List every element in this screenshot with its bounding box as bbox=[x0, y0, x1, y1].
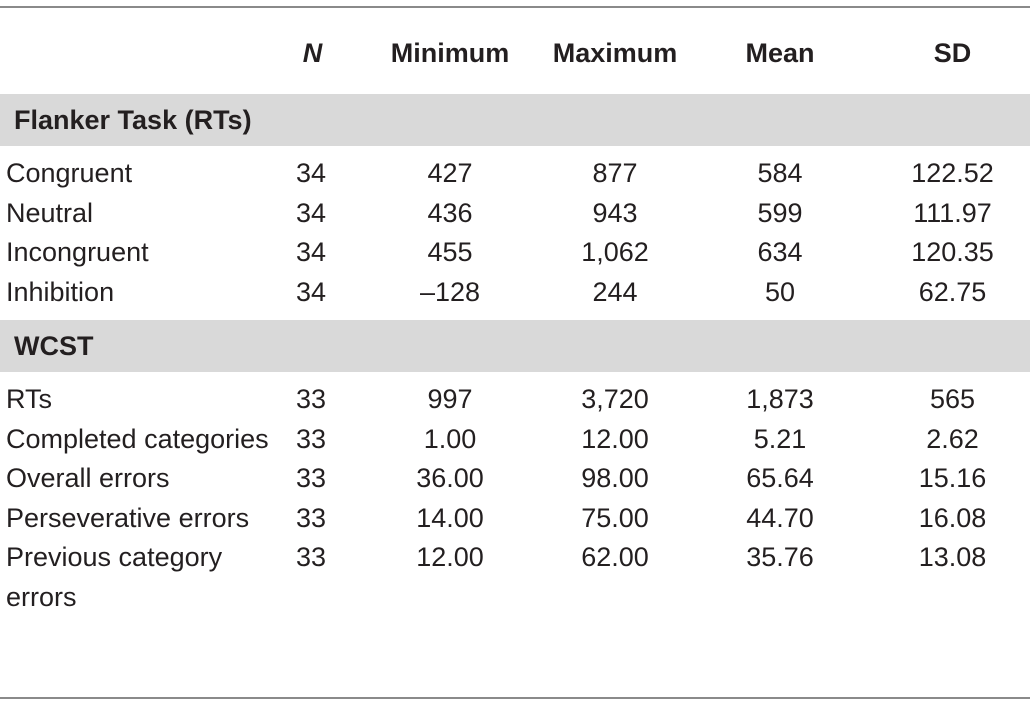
header-n: N bbox=[302, 38, 323, 69]
cell-sd: 565 bbox=[929, 384, 976, 414]
cell-sd: 15.16 bbox=[918, 463, 987, 493]
section-row-wcst bbox=[0, 320, 1030, 372]
cell-maximum: 943 bbox=[592, 197, 638, 228]
cell-sd: 2.62 bbox=[926, 423, 979, 454]
cell-n: 33 bbox=[296, 542, 327, 572]
row-label: Neutral bbox=[6, 197, 94, 228]
table-row bbox=[0, 538, 1030, 617]
descriptive-stats-table bbox=[0, 8, 1030, 617]
row-label: Congruent bbox=[6, 158, 133, 188]
section-title: WCST bbox=[0, 320, 1030, 372]
cell-minimum: 436 bbox=[427, 197, 473, 228]
cell-mean: 5.21 bbox=[753, 423, 807, 454]
cell-maximum: 1,062 bbox=[581, 237, 649, 267]
cell-minimum: 455 bbox=[427, 237, 473, 267]
header-maximum: Maximum bbox=[552, 38, 678, 69]
cell-sd: 16.08 bbox=[918, 502, 987, 533]
cell-mean: 65.64 bbox=[746, 463, 814, 493]
cell-n: 33 bbox=[296, 502, 327, 533]
row-label: RTs bbox=[6, 384, 53, 414]
table-row bbox=[0, 273, 1030, 313]
header-sd: SD bbox=[933, 38, 972, 69]
cell-mean: 1,873 bbox=[746, 384, 814, 414]
cell-maximum: 75.00 bbox=[581, 502, 649, 533]
cell-n: 33 bbox=[296, 384, 327, 414]
table-row bbox=[0, 459, 1030, 499]
table-row bbox=[0, 233, 1030, 273]
cell-n: 34 bbox=[296, 237, 327, 267]
table-body bbox=[0, 94, 1030, 617]
table-row bbox=[0, 420, 1030, 460]
cell-minimum: –128 bbox=[419, 276, 481, 307]
cell-n: 34 bbox=[296, 197, 327, 228]
table-row bbox=[0, 380, 1030, 420]
cell-mean: 50 bbox=[764, 276, 796, 307]
header-minimum: Minimum bbox=[390, 38, 510, 69]
row-label: Previous category errors bbox=[6, 542, 223, 612]
table-row bbox=[0, 499, 1030, 539]
cell-sd: 111.97 bbox=[913, 197, 992, 228]
header-label bbox=[0, 8, 270, 94]
cell-sd: 13.08 bbox=[918, 542, 987, 572]
bottom-rule bbox=[0, 697, 1030, 699]
cell-n: 34 bbox=[296, 158, 327, 188]
cell-maximum: 62.00 bbox=[581, 542, 649, 572]
row-label: Overall errors bbox=[6, 463, 170, 493]
cell-maximum: 3,720 bbox=[581, 384, 649, 414]
header-mean: Mean bbox=[745, 38, 815, 69]
cell-maximum: 877 bbox=[592, 158, 638, 188]
row-label: Incongruent bbox=[6, 237, 149, 267]
cell-mean: 44.70 bbox=[746, 502, 814, 533]
row-label: Completed categories bbox=[6, 423, 269, 454]
cell-n: 33 bbox=[296, 463, 327, 493]
cell-mean: 634 bbox=[757, 237, 803, 267]
cell-maximum: 98.00 bbox=[581, 463, 649, 493]
cell-sd: 62.75 bbox=[918, 276, 987, 307]
section-title: Flanker Task (RTs) bbox=[0, 94, 1030, 146]
cell-sd: 122.52 bbox=[911, 158, 994, 188]
table-header bbox=[0, 8, 1030, 94]
table-row bbox=[0, 154, 1030, 194]
cell-minimum: 997 bbox=[427, 384, 473, 414]
cell-n: 34 bbox=[296, 276, 327, 307]
cell-mean: 599 bbox=[757, 197, 803, 228]
cell-minimum: 14.00 bbox=[416, 502, 484, 533]
cell-sd: 120.35 bbox=[911, 237, 994, 267]
cell-n: 33 bbox=[296, 423, 327, 454]
section-row-flanker bbox=[0, 94, 1030, 146]
cell-maximum: 244 bbox=[592, 276, 638, 307]
row-label: Inhibition bbox=[6, 276, 115, 307]
row-label: Perseverative errors bbox=[6, 502, 250, 533]
cell-mean: 584 bbox=[757, 158, 803, 188]
cell-mean: 35.76 bbox=[746, 542, 814, 572]
cell-maximum: 12.00 bbox=[581, 423, 649, 454]
cell-minimum: 427 bbox=[427, 158, 473, 188]
table-row bbox=[0, 194, 1030, 234]
cell-minimum: 36.00 bbox=[416, 463, 484, 493]
cell-minimum: 1.00 bbox=[423, 423, 477, 454]
cell-minimum: 12.00 bbox=[416, 542, 484, 572]
